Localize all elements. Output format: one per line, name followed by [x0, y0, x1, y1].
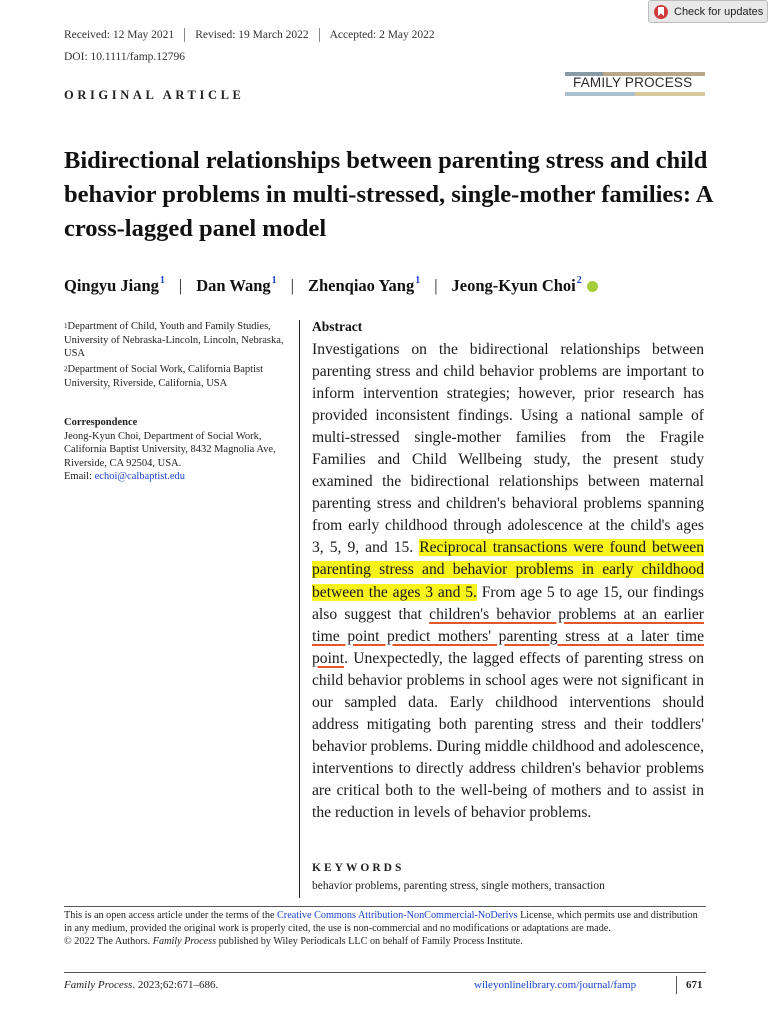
check-for-updates-button[interactable]: [648, 0, 768, 23]
revised-date: Revised: 19 March 2022: [195, 29, 309, 41]
correspondence-label: Correspondence: [64, 417, 138, 428]
accepted-date: Accepted: 2 May 2022: [329, 29, 435, 41]
author[interactable]: Dan Wang$^1$: [196, 275, 277, 295]
check-for-updates-label: Check for updates: [674, 5, 764, 18]
license-notice: This is an open access article under the terms of the Creative Commons Attribution-NonCommercial-NoDerivs License, which permits use and distribution in any medium, provided the original work is properly cited, the use is non-commercial and no modifications or adaptations are made. © 2022 The Authors. Family Process published by Wiley Periodicals LLC on behalf of Family Process Institute.: [64, 910, 698, 948]
highlighted-text: Reciprocal transactions were found between parenting stress and behavior problems in early childhood between the ages 3 and 5.: [312, 539, 704, 601]
bookmark-icon: [654, 5, 668, 19]
abstract-body: Investigations on the bidirectional relationships between parenting stress and child behavior problems are important to inform intervention strategies; however, prior research has provided inconsistent findings. Using a national sample of multi-stressed single-mother families from the Fragile Families and Child Wellbeing study, the present study examined the bidirectional relationships between maternal parenting stress and children's behavioral problems spanning from early childhood through adolescence at the child's ages 3, 5, 9, and 15. Reciprocal transactions were found between parenting stress and behavior problems in early childhood between the ages 3 and 5. From age 5 to age 15, our findings also suggest that children's behavior problems at an earlier time point predict mothers' parenting stress at a later time point. Unexpectedly, the lagged effects of parenting stress on child behavior problems in school ages were not significant in our sampled data. Early childhood interventions should address mitigating both parenting stress and their toddlers' behavior problems. During middle childhood and adolescence, interventions to directly address children's behavior problems are critical both to the well-being of mothers and to assist in the reduction in levels of behavior problems.: [312, 341, 704, 821]
divider: |: [434, 276, 438, 295]
orcid-icon[interactable]: [587, 281, 598, 292]
correspondence: Correspondence Jeong-Kyun Choi, Department of Social Work, California Baptist University, 8432 Magnolia Ave, Riverside, CA 92504, USA. Email: echoi@calbaptist.edu: [64, 416, 289, 484]
citation: Family Process. 2023;62:671–686.: [64, 979, 219, 991]
divider: [319, 28, 320, 42]
email-link[interactable]: echoi@calbaptist.edu: [94, 471, 186, 482]
abstract-heading: Abstract: [312, 319, 363, 334]
divider: [184, 28, 185, 42]
section-label: ORIGINAL ARTICLE: [64, 88, 245, 102]
author-list: [64, 276, 598, 296]
article-dates: [64, 28, 435, 42]
received-date: Received: 12 May 2021: [64, 29, 175, 41]
keywords-heading: KEYWORDS: [312, 862, 405, 874]
author[interactable]: Jeong-Kyun Choi$^2$: [451, 275, 582, 295]
column-divider: [299, 320, 300, 898]
license-link[interactable]: Creative Commons Attribution-NonCommercial-NoDerivs: [277, 910, 518, 921]
author[interactable]: Qingyu Jiang$^1$: [64, 275, 165, 295]
journal-url-link[interactable]: wileyonlinelibrary.com/journal/famp: [474, 979, 637, 991]
divider: [64, 972, 706, 973]
affiliation: $^2$Department of Social Work, California Baptist University, Riverside, California, USA: [64, 364, 264, 389]
divider: [64, 906, 706, 907]
journal-logo-text: FAMILY PROCESS: [573, 75, 693, 90]
page-number: 671: [686, 979, 703, 991]
divider: [676, 976, 677, 994]
divider: |: [178, 276, 183, 295]
underlined-text: children's behavior problems at an earlier time point predict mothers' parenting stress at a later time point: [312, 605, 704, 667]
doi[interactable]: DOI: 10.1111/famp.12796: [64, 51, 186, 63]
journal-logo: [565, 72, 705, 98]
keywords: behavior problems, parenting stress, single mothers, transaction: [312, 880, 605, 892]
article-title: Bidirectional relationships between parenting stress and child behavior problems in multi-stressed, single-mother families: A cross-lagged panel model: [64, 147, 713, 242]
divider: |: [290, 276, 294, 295]
affiliation: $^1$Department of Child, Youth and Family Studies, University of Nebraska-Lincoln, Lincoln, Nebraska, USA: [64, 321, 284, 359]
correspondence-text: Jeong-Kyun Choi, Department of Social Work, California Baptist University, 8432 Magnolia Ave, Riverside, CA 92504, USA.: [64, 430, 276, 469]
author[interactable]: Zhenqiao Yang$^1$: [307, 275, 421, 295]
